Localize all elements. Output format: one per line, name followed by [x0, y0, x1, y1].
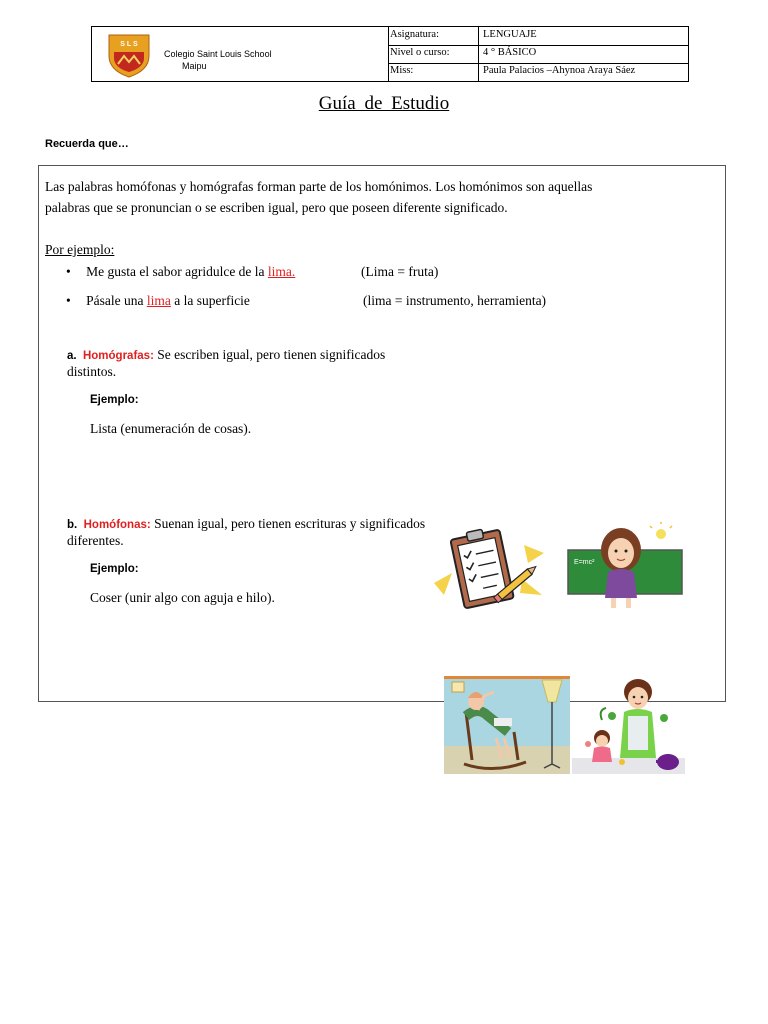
section-term: Homógrafas:	[82, 350, 154, 362]
school-name-line2: Maipu	[182, 61, 207, 71]
por-ejemplo-heading: Por ejemplo:	[45, 242, 115, 257]
school-name-line1: Colegio Saint Louis School	[164, 49, 272, 59]
recuerda-label: Recuerda que…	[45, 138, 129, 150]
ejemplo-text: Lista (enumeración de cosas).	[90, 421, 252, 436]
example-item	[66, 290, 250, 311]
example-note: (Lima = fruta)	[361, 264, 439, 279]
example-item	[66, 261, 295, 282]
grandmother-rocking-chair-icon	[444, 676, 570, 774]
mother-child-cooking-icon	[572, 676, 685, 774]
example-text: Pásale una lima a la superficie	[86, 293, 250, 308]
page-title: Guía de Estudio	[318, 93, 450, 114]
header-label: Asignatura:	[390, 29, 439, 40]
intro-line2: palabras que se pronuncian o se escriben igual, pero que poseen diferente significado.	[45, 200, 508, 215]
header-table	[91, 26, 689, 82]
school-cell	[92, 27, 389, 81]
clipboard-icon	[432, 523, 546, 611]
section-term: Homófonas:	[83, 519, 151, 531]
school-crest-icon	[106, 32, 152, 78]
bullet-icon: •	[66, 264, 71, 279]
section-letter: a.	[67, 350, 77, 362]
section-a-definition: a. Homógrafas: Se escriben igual, pero tienen significados distintos.	[67, 347, 386, 379]
header-value: Paula Palacios –Ahynoa Araya Sáez	[483, 65, 636, 76]
ejemplo-text: Coser (unir algo con aguja e hilo).	[90, 590, 275, 605]
ejemplo-label: Ejemplo:	[90, 563, 139, 575]
header-label: Nivel o curso:	[390, 47, 450, 58]
section-letter: b.	[67, 519, 78, 531]
header-value: LENGUAJE	[483, 29, 537, 40]
header-label: Miss:	[390, 65, 414, 76]
header-value: 4 ° BÁSICO	[483, 47, 537, 58]
teacher-chalkboard-icon	[566, 522, 684, 612]
section-b-definition: b. Homófonas: Suenan igual, pero tienen escrituras y significados diferentes.	[67, 516, 426, 548]
intro-line1: Las palabras homófonas y homógrafas forman parte de los homónimos. Los homónimos son aquellas	[45, 179, 593, 194]
example-note: (lima = instrumento, herramienta)	[363, 293, 547, 308]
bullet-icon: •	[66, 293, 71, 308]
svg-text:S L S: S L S	[120, 41, 138, 48]
svg-text:E=mc²: E=mc²	[574, 559, 595, 566]
example-text: Me gusta el sabor agridulce de la lima.	[86, 264, 296, 279]
header-row-asignatura	[388, 27, 689, 46]
school-name	[164, 48, 272, 72]
header-row-nivel	[388, 45, 689, 64]
header-row-miss	[388, 63, 689, 81]
section-a-def-line2: distintos.	[67, 364, 117, 379]
section-b-def-line2: diferentes.	[67, 533, 124, 548]
highlight-word: lima.	[267, 264, 296, 279]
ejemplo-label: Ejemplo:	[90, 394, 139, 406]
highlight-word: lima	[146, 293, 171, 308]
